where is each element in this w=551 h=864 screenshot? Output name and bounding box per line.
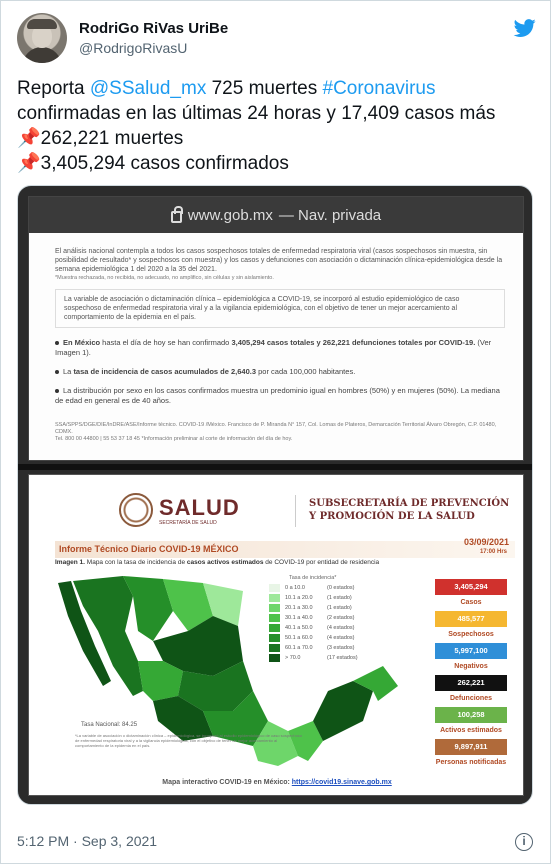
legend-range: 40.1 a 50.0	[285, 625, 313, 631]
browser-mode: — Nav. privada	[278, 206, 382, 224]
tweet-text-segment: 725 muertes	[206, 78, 323, 99]
legend-count: (4 estados)	[327, 635, 355, 641]
report-body	[55, 247, 505, 443]
legend-row	[269, 633, 394, 643]
legend-range: 50.1 a 60.0	[285, 635, 313, 641]
report-text: La distribución por sexo en los casos confirmados muestra un predominio igual en hombres (50%) y en mujeres (50%). La mediana de edad en general es de 40 años.	[55, 386, 500, 405]
legend-count: (1 estado)	[327, 595, 352, 601]
author-display-name[interactable]: RodriGo RiVas UriBe	[79, 20, 229, 37]
legend-range: 0 a 10.0	[285, 585, 305, 591]
map-legend	[269, 575, 394, 663]
browser-address-bar	[29, 197, 523, 233]
legend-range: 60.1 a 70.0	[285, 645, 313, 651]
pushpin-icon: 📌	[17, 128, 41, 149]
salud-logo	[119, 493, 289, 529]
report-title: Informe Técnico Diario COVID-19 MÉXICO	[59, 544, 239, 554]
tweet-text	[17, 76, 537, 176]
legend-row	[269, 653, 394, 663]
report-footer: Tel. 800 00 44800 | 55 53 37 18 45 *Información preliminar al corte de información del día de hoy.	[55, 436, 293, 442]
lock-icon	[171, 211, 182, 223]
image-caption	[55, 559, 435, 566]
subsecretaria-title: SUBSECRETARÍA DE PREVENCIÓN Y PROMOCIÓN DE LA SALUD	[309, 498, 510, 522]
caption-bold: casos activos estimados	[186, 559, 264, 566]
tweet-line-3	[17, 126, 537, 151]
info-icon[interactable]: i	[515, 833, 533, 851]
legend-swatch	[269, 594, 280, 602]
report-footer: SSA/SPPS/DGE/DIE/InDRE/ASE/Informe técnico. COVID-19 /México. Francisco de P. Miranda N° 157, Col. Lomas de Plateros, Demarcación Territorial Álvaro Obregón, C.P. 01480, CDMX.	[55, 422, 497, 435]
report-screenshot[interactable]	[28, 196, 524, 461]
stat-label: Defunciones	[449, 695, 492, 702]
legend-swatch	[269, 614, 280, 622]
seal-icon	[119, 493, 153, 527]
stat-value: 3,405,294	[435, 579, 507, 595]
report-time: 17:00 Hrs	[479, 549, 507, 555]
twitter-bird-icon[interactable]	[513, 17, 537, 39]
report-box: La variable de asociación o dictaminación clínica – epidemiológica a COVID-19, se incorporó al estudio epidemiológico de caso sospechoso de enfermedad respiratoria viral y a la vigilancia epidemiológica, con el objetivo de tener un mejor acercamiento al comportamiento de la epidemia en el país.	[55, 289, 505, 328]
stat-negativos	[435, 643, 507, 671]
stat-value: 485,577	[435, 611, 507, 627]
image-divider	[18, 464, 532, 470]
tweet-text-segment: 262,221 muertes	[40, 128, 184, 149]
browser-url: www.gob.mx	[187, 206, 273, 224]
map-link-label: Mapa interactivo COVID-19 en México:	[162, 779, 292, 786]
legend-range: 30.1 a 40.0	[285, 615, 313, 621]
stat-defunciones	[435, 675, 507, 703]
legend-range: 10.1 a 20.0	[285, 595, 313, 601]
report-text: por cada 100,000 habitantes.	[256, 367, 356, 376]
avatar[interactable]	[17, 13, 67, 63]
tweet-footer	[17, 833, 537, 853]
stat-label: Casos	[460, 599, 482, 606]
media-card[interactable]	[17, 185, 533, 805]
report-bold: 3,405,294 casos totales y 262,221 defunciones totales por COVID-19.	[231, 338, 476, 347]
report-title-bar	[55, 537, 515, 558]
logo-subtext: SECRETARÍA DE SALUD	[159, 520, 217, 526]
infographic-screenshot[interactable]	[28, 474, 524, 796]
header-divider	[295, 495, 296, 527]
tasa-nacional: Tasa Nacional: 84.25	[81, 722, 138, 728]
legend-swatch	[269, 654, 280, 662]
legend-count: (2 estados)	[327, 615, 355, 621]
legend-count: (3 estados)	[327, 645, 355, 651]
report-bullet	[55, 367, 505, 377]
legend-row	[269, 583, 394, 593]
legend-row	[269, 593, 394, 603]
legend-count: (17 estados)	[327, 655, 358, 661]
tweet-header	[17, 13, 537, 63]
legend-title: Tasa de incidencia*	[289, 575, 337, 581]
tweet-text-segment: Reporta	[17, 78, 90, 99]
legend-row	[269, 643, 394, 653]
map-link-line	[29, 779, 525, 786]
legend-row	[269, 613, 394, 623]
stat-label: Activos estimados	[440, 727, 502, 734]
report-note: *Muestra rechazada, no recibida, no adecuado, no amplifico, sin células y sin aislamiento.	[55, 275, 274, 281]
stat-label: Personas notificadas	[435, 759, 507, 766]
tweet-timestamp[interactable]: 5:12 PM · Sep 3, 2021	[17, 833, 158, 849]
legend-swatch	[269, 624, 280, 632]
report-paragraph: El análisis nacional contempla a todos los casos sospechosos totales de enfermedad respiratoria viral (casos sospechosos sin muestra, sin posibilidad de resultado* y sospechosos con muestra) y los casos y defunciones con asociación o dictaminación clínica-epidemiológica desde la semana epidemiológica 1 del 2020 a la 35 del 2021.	[55, 248, 503, 273]
mention-link[interactable]: @SSalud_mx	[89, 78, 207, 99]
stat-sospechosos	[435, 611, 507, 639]
report-bold: tasa de incidencia de casos acumulados de 2,640.3	[73, 367, 257, 376]
pushpin-icon: 📌	[17, 153, 41, 174]
stat-value: 9,897,911	[435, 739, 507, 755]
report-text: hasta el día de hoy se han confirmado	[100, 338, 232, 347]
report-text: La	[63, 367, 74, 376]
legend-count: (4 estados)	[327, 625, 355, 631]
tweet-line-4	[17, 151, 537, 176]
tweet-text-segment: 3,405,294 casos confirmados	[40, 153, 289, 174]
caption-text: Mapa con la tasa de incidencia de	[84, 559, 187, 566]
stat-notificadas	[435, 739, 507, 767]
tweet-line-2: confirmadas en las últimas 24 horas y 17,409 casos más	[17, 103, 496, 124]
report-date: 03/09/2021	[463, 537, 509, 547]
caption-text: de COVID-19 por entidad de residencia	[263, 559, 380, 566]
stat-activos	[435, 707, 507, 735]
stat-label: Sospechosos	[448, 631, 494, 638]
stats-panel	[435, 579, 507, 771]
legend-swatch	[269, 644, 280, 652]
author-handle[interactable]: @RodrigoRivasU	[79, 40, 188, 56]
map-link-url[interactable]: https://covid19.sinave.gob.mx	[291, 779, 392, 786]
legend-range: > 70.0	[285, 655, 301, 661]
stat-value: 100,258	[435, 707, 507, 723]
report-bold: En México	[63, 338, 101, 347]
legend-count: (1 estado)	[327, 605, 352, 611]
legend-swatch	[269, 634, 280, 642]
report-text: (Ver Imagen 1).	[55, 338, 492, 357]
legend-count: (0 estados)	[327, 585, 355, 591]
map-footnote: *La variable de asociación o dictaminación clínica – epidemiológica, se incorporó al estudio epidemiológico de caso sospechoso de enfermedad respiratoria viral y a la vigilancia epidemiológica, con el objetivo de tener un mejor acercamiento al comportamiento de la epidemia en el país.	[75, 733, 303, 748]
tweet-line-1	[17, 76, 537, 101]
legend-row	[269, 603, 394, 613]
report-bullet	[55, 386, 505, 406]
stat-label: Negativos	[454, 663, 488, 670]
report-bullet	[55, 338, 505, 358]
map-region	[313, 681, 373, 741]
legend-swatch	[269, 584, 280, 592]
stat-casos	[435, 579, 507, 607]
hashtag-link[interactable]: #Coronavirus	[322, 78, 436, 99]
caption-bold: Imagen 1.	[55, 559, 85, 566]
stat-value: 5,997,100	[435, 643, 507, 659]
stat-value: 262,221	[435, 675, 507, 691]
legend-swatch	[269, 604, 280, 612]
legend-row	[269, 623, 394, 633]
legend-range: 20.1 a 30.0	[285, 605, 313, 611]
logo-text: SALUD	[159, 495, 240, 520]
